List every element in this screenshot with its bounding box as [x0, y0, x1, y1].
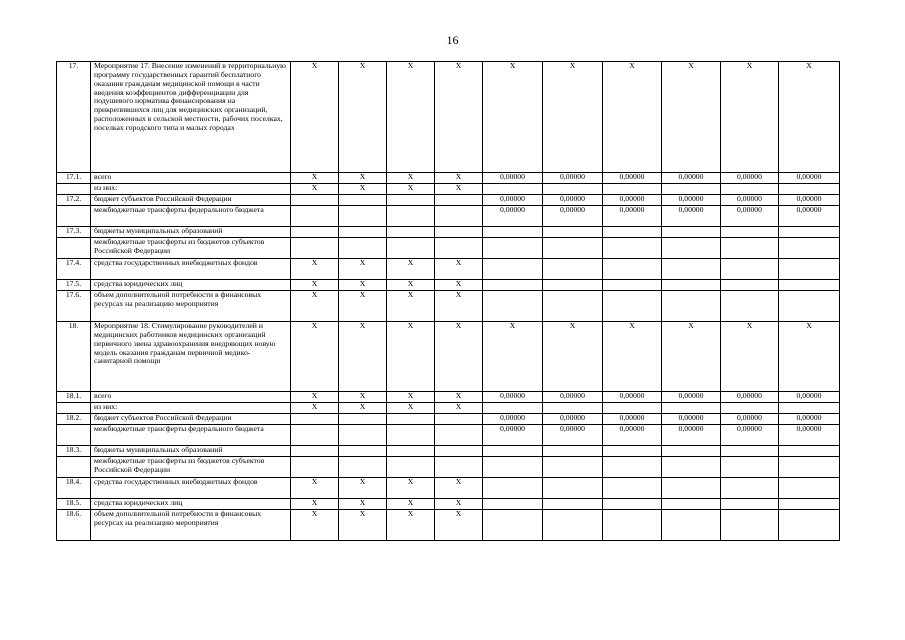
table-row — [57, 499, 840, 510]
row-number: 18. — [57, 322, 91, 392]
row-name: объем дополнительной потребности в финансовых ресурсах на реализацию мероприятия — [91, 510, 291, 541]
table-cell: Х — [291, 291, 339, 322]
table-cell: 0,00000 — [721, 425, 779, 446]
table-cell — [721, 259, 779, 280]
row-number: 17.2. — [57, 195, 91, 206]
table-cell: Х — [339, 184, 387, 195]
table-cell: Х — [339, 392, 387, 403]
table-row — [57, 414, 840, 425]
table-cell — [483, 291, 543, 322]
table-row — [57, 403, 840, 414]
table-cell: 0,00000 — [543, 173, 603, 184]
table-cell: 0,00000 — [603, 414, 662, 425]
table-cell — [779, 478, 840, 499]
row-name: Мероприятие 18. Стимулирование руководителей и медицинских работников медицинских организаций первичного звена здравоохранения внедряющих новую модель оказания гражданам первичной медико-санитарной помощи — [91, 322, 291, 392]
row-number — [57, 403, 91, 414]
table-cell — [779, 184, 840, 195]
row-number: 17.3. — [57, 227, 91, 238]
table-cell: Х — [339, 291, 387, 322]
table-cell — [603, 510, 662, 541]
row-number: 17.1. — [57, 173, 91, 184]
table-cell — [603, 291, 662, 322]
table-cell — [291, 206, 339, 227]
table-cell — [291, 195, 339, 206]
table-cell: Х — [603, 62, 662, 173]
table-cell: Х — [339, 510, 387, 541]
table-cell: Х — [435, 322, 483, 392]
row-number: 17.6. — [57, 291, 91, 322]
table-cell: Х — [387, 510, 435, 541]
table-cell — [483, 478, 543, 499]
table-cell — [603, 499, 662, 510]
table-cell — [721, 291, 779, 322]
table-cell — [662, 184, 721, 195]
table-cell: 0,00000 — [483, 414, 543, 425]
table-row — [57, 478, 840, 499]
table-row — [57, 259, 840, 280]
table-cell: Х — [387, 499, 435, 510]
row-name: бюджет субъектов Российской Федерации — [91, 414, 291, 425]
table-cell — [339, 195, 387, 206]
row-name: бюджет субъектов Российской Федерации — [91, 195, 291, 206]
table-cell: 0,00000 — [662, 392, 721, 403]
table-cell: Х — [435, 499, 483, 510]
table-row — [57, 425, 840, 446]
table-cell: Х — [543, 62, 603, 173]
table-cell: 0,00000 — [662, 414, 721, 425]
table-cell: Х — [435, 173, 483, 184]
row-name: из них: — [91, 184, 291, 195]
table-cell — [543, 238, 603, 259]
table-cell — [291, 238, 339, 259]
page-number: 16 — [446, 33, 459, 47]
row-name: бюджеты муниципальных образований — [91, 446, 291, 457]
row-number — [57, 206, 91, 227]
table-cell: Х — [483, 322, 543, 392]
table-cell: Х — [387, 62, 435, 173]
row-number: 18.4. — [57, 478, 91, 499]
table-cell — [435, 414, 483, 425]
row-number: 17. — [57, 62, 91, 173]
table-cell — [483, 446, 543, 457]
table-cell: Х — [662, 62, 721, 173]
table-cell: Х — [387, 280, 435, 291]
table-row — [57, 227, 840, 238]
table-cell: 0,00000 — [543, 414, 603, 425]
table-cell: 0,00000 — [483, 206, 543, 227]
table-cell — [603, 227, 662, 238]
table-cell — [483, 227, 543, 238]
table-cell — [662, 238, 721, 259]
table-cell — [483, 280, 543, 291]
table-cell: Х — [435, 403, 483, 414]
table-cell — [435, 446, 483, 457]
table-cell: 0,00000 — [779, 195, 840, 206]
table-cell — [662, 499, 721, 510]
table-cell — [291, 425, 339, 446]
table-row — [57, 322, 840, 392]
table-cell — [603, 238, 662, 259]
row-number: 17.4. — [57, 259, 91, 280]
table-cell — [339, 227, 387, 238]
table-cell — [721, 184, 779, 195]
table-cell — [779, 499, 840, 510]
table-cell — [483, 499, 543, 510]
table-cell: Х — [339, 62, 387, 173]
table-cell — [603, 184, 662, 195]
table-cell — [483, 184, 543, 195]
table-cell — [603, 446, 662, 457]
row-name: средства государственных внебюджетных фондов — [91, 478, 291, 499]
table-row — [57, 457, 840, 478]
row-name: из них: — [91, 403, 291, 414]
table-cell — [435, 238, 483, 259]
table-cell — [483, 457, 543, 478]
table-cell — [603, 259, 662, 280]
table-cell: 0,00000 — [603, 195, 662, 206]
table-row — [57, 184, 840, 195]
row-name: Мероприятие 17. Внесение изменений в территориальную программу государственных гарантий бесплатного оказания гражданам медицинской помощи в части введения коэффициентов дифференциации для подушевого норматива финансирования на прикрепившихся лиц для медицинских организаций, расположенных в сельской местности, рабочих поселках, поселках городского типа и малых городах — [91, 62, 291, 173]
table-cell: Х — [603, 322, 662, 392]
table-row — [57, 446, 840, 457]
table-cell — [543, 280, 603, 291]
table-cell — [339, 414, 387, 425]
table-cell — [662, 446, 721, 457]
table-cell: Х — [721, 322, 779, 392]
table-cell — [662, 457, 721, 478]
table-cell — [721, 510, 779, 541]
table-cell — [603, 457, 662, 478]
table-cell — [339, 238, 387, 259]
table-cell — [435, 195, 483, 206]
table-cell — [543, 403, 603, 414]
table-cell — [339, 206, 387, 227]
table-row — [57, 173, 840, 184]
table-cell: 0,00000 — [779, 173, 840, 184]
row-number — [57, 238, 91, 259]
table-cell: Х — [291, 478, 339, 499]
table-cell: Х — [779, 62, 840, 173]
table-cell: Х — [387, 322, 435, 392]
table-cell: Х — [435, 392, 483, 403]
table-cell — [387, 206, 435, 227]
table-cell — [721, 227, 779, 238]
row-name: средства юридических лиц — [91, 499, 291, 510]
table-cell — [662, 259, 721, 280]
row-name: межбюджетные трансферты из бюджетов субъектов Российской Федерации — [91, 457, 291, 478]
table-cell: Х — [339, 280, 387, 291]
table-row — [57, 238, 840, 259]
row-number: 18.3. — [57, 446, 91, 457]
table-cell — [721, 446, 779, 457]
table-cell — [603, 280, 662, 291]
table-cell — [339, 425, 387, 446]
row-name: средства юридических лиц — [91, 280, 291, 291]
table-cell: 0,00000 — [483, 425, 543, 446]
table-cell — [435, 457, 483, 478]
row-name: всего — [91, 173, 291, 184]
table-cell: 0,00000 — [662, 425, 721, 446]
table-cell — [339, 446, 387, 457]
table-cell: 0,00000 — [721, 392, 779, 403]
table-cell — [483, 259, 543, 280]
row-number: 18.5. — [57, 499, 91, 510]
table-cell — [721, 457, 779, 478]
row-number — [57, 457, 91, 478]
table-cell: 0,00000 — [603, 206, 662, 227]
table-cell: Х — [483, 62, 543, 173]
row-name: всего — [91, 392, 291, 403]
table-cell — [543, 510, 603, 541]
table-cell — [721, 280, 779, 291]
table-cell — [435, 425, 483, 446]
table-cell — [721, 403, 779, 414]
financing-table — [56, 61, 840, 541]
table-cell — [387, 238, 435, 259]
table-cell — [483, 238, 543, 259]
table-cell: 0,00000 — [779, 414, 840, 425]
table-cell: 0,00000 — [662, 195, 721, 206]
table-cell: 0,00000 — [483, 173, 543, 184]
table-cell: Х — [291, 280, 339, 291]
table-row — [57, 392, 840, 403]
table-cell — [291, 457, 339, 478]
table-cell: Х — [291, 322, 339, 392]
table-cell: 0,00000 — [721, 206, 779, 227]
table-cell — [435, 227, 483, 238]
row-number — [57, 425, 91, 446]
table-cell — [662, 227, 721, 238]
table-cell: Х — [291, 173, 339, 184]
row-number — [57, 184, 91, 195]
table-cell — [435, 206, 483, 227]
table-cell: Х — [387, 184, 435, 195]
table-cell — [339, 457, 387, 478]
table-cell — [543, 499, 603, 510]
table-cell — [291, 414, 339, 425]
table-cell — [779, 238, 840, 259]
table-row — [57, 510, 840, 541]
table-cell: 0,00000 — [779, 392, 840, 403]
row-number: 18.1. — [57, 392, 91, 403]
table-cell: Х — [435, 259, 483, 280]
table-cell — [603, 403, 662, 414]
table-cell: Х — [291, 392, 339, 403]
table-cell: Х — [339, 322, 387, 392]
row-name: межбюджетные трансферты федерального бюджета — [91, 206, 291, 227]
table-cell — [483, 510, 543, 541]
row-number: 18.6. — [57, 510, 91, 541]
table-cell: Х — [339, 499, 387, 510]
table-cell: Х — [339, 173, 387, 184]
table-row — [57, 62, 840, 173]
table-row — [57, 291, 840, 322]
table-cell — [779, 446, 840, 457]
table-cell — [543, 457, 603, 478]
table-cell — [662, 280, 721, 291]
table-cell — [543, 291, 603, 322]
table-cell: Х — [387, 173, 435, 184]
table-row — [57, 206, 840, 227]
table-cell — [662, 291, 721, 322]
table-cell — [543, 478, 603, 499]
table-cell: Х — [435, 510, 483, 541]
table-cell: Х — [543, 322, 603, 392]
table-cell — [779, 457, 840, 478]
table-cell: 0,00000 — [721, 195, 779, 206]
table-cell — [721, 478, 779, 499]
table-cell: 0,00000 — [543, 195, 603, 206]
table-cell: 0,00000 — [543, 392, 603, 403]
table-cell: Х — [435, 280, 483, 291]
table-cell — [662, 510, 721, 541]
table-cell: Х — [339, 403, 387, 414]
table-cell: Х — [387, 403, 435, 414]
table-cell — [543, 446, 603, 457]
table-cell — [662, 403, 721, 414]
row-number: 18.2. — [57, 414, 91, 425]
table-cell — [387, 425, 435, 446]
table-cell — [779, 280, 840, 291]
table-cell: Х — [779, 322, 840, 392]
table-cell — [603, 478, 662, 499]
table-cell: 0,00000 — [721, 414, 779, 425]
table-cell: Х — [435, 478, 483, 499]
table-cell — [779, 227, 840, 238]
table-cell — [387, 227, 435, 238]
table-cell: Х — [387, 291, 435, 322]
table-cell — [779, 259, 840, 280]
table-cell: Х — [291, 403, 339, 414]
table-cell — [387, 446, 435, 457]
table-cell: Х — [435, 62, 483, 173]
row-name: бюджеты муниципальных образований — [91, 227, 291, 238]
table-cell — [387, 457, 435, 478]
table-cell: Х — [435, 291, 483, 322]
table-cell: 0,00000 — [483, 392, 543, 403]
table-cell: 0,00000 — [603, 425, 662, 446]
row-number: 17.5. — [57, 280, 91, 291]
row-name: межбюджетные трансферты из бюджетов субъектов Российской Федерации — [91, 238, 291, 259]
table-row — [57, 195, 840, 206]
table-cell: Х — [291, 259, 339, 280]
table-cell — [483, 403, 543, 414]
table-cell: 0,00000 — [662, 173, 721, 184]
table-cell — [291, 446, 339, 457]
table-cell: 0,00000 — [603, 392, 662, 403]
table-cell: Х — [291, 499, 339, 510]
table-cell — [779, 510, 840, 541]
table-cell: Х — [435, 184, 483, 195]
table-cell: 0,00000 — [543, 425, 603, 446]
table-cell: Х — [291, 62, 339, 173]
table-cell: Х — [387, 478, 435, 499]
table-cell — [543, 184, 603, 195]
table-cell: Х — [291, 510, 339, 541]
table-cell — [779, 403, 840, 414]
table-cell — [291, 227, 339, 238]
table-cell: 0,00000 — [779, 425, 840, 446]
table-cell — [543, 259, 603, 280]
table-cell — [387, 414, 435, 425]
table-cell: Х — [387, 259, 435, 280]
table-cell: Х — [339, 478, 387, 499]
table-cell: 0,00000 — [483, 195, 543, 206]
table-cell — [543, 227, 603, 238]
table-cell: 0,00000 — [603, 173, 662, 184]
row-name: межбюджетные трансферты федерального бюджета — [91, 425, 291, 446]
table-row — [57, 280, 840, 291]
table-cell: Х — [291, 184, 339, 195]
table-cell: Х — [721, 62, 779, 173]
table-cell: 0,00000 — [721, 173, 779, 184]
table-cell — [387, 195, 435, 206]
table-cell — [721, 238, 779, 259]
table-cell: Х — [339, 259, 387, 280]
table-cell — [779, 291, 840, 322]
table-cell — [662, 478, 721, 499]
table-cell: 0,00000 — [662, 206, 721, 227]
table-cell: 0,00000 — [779, 206, 840, 227]
table-cell: 0,00000 — [543, 206, 603, 227]
table-cell: Х — [387, 392, 435, 403]
row-name: объем дополнительной потребности в финансовых ресурсах на реализацию мероприятия — [91, 291, 291, 322]
table-cell: Х — [662, 322, 721, 392]
row-name: средства государственных внебюджетных фондов — [91, 259, 291, 280]
table-cell — [721, 499, 779, 510]
